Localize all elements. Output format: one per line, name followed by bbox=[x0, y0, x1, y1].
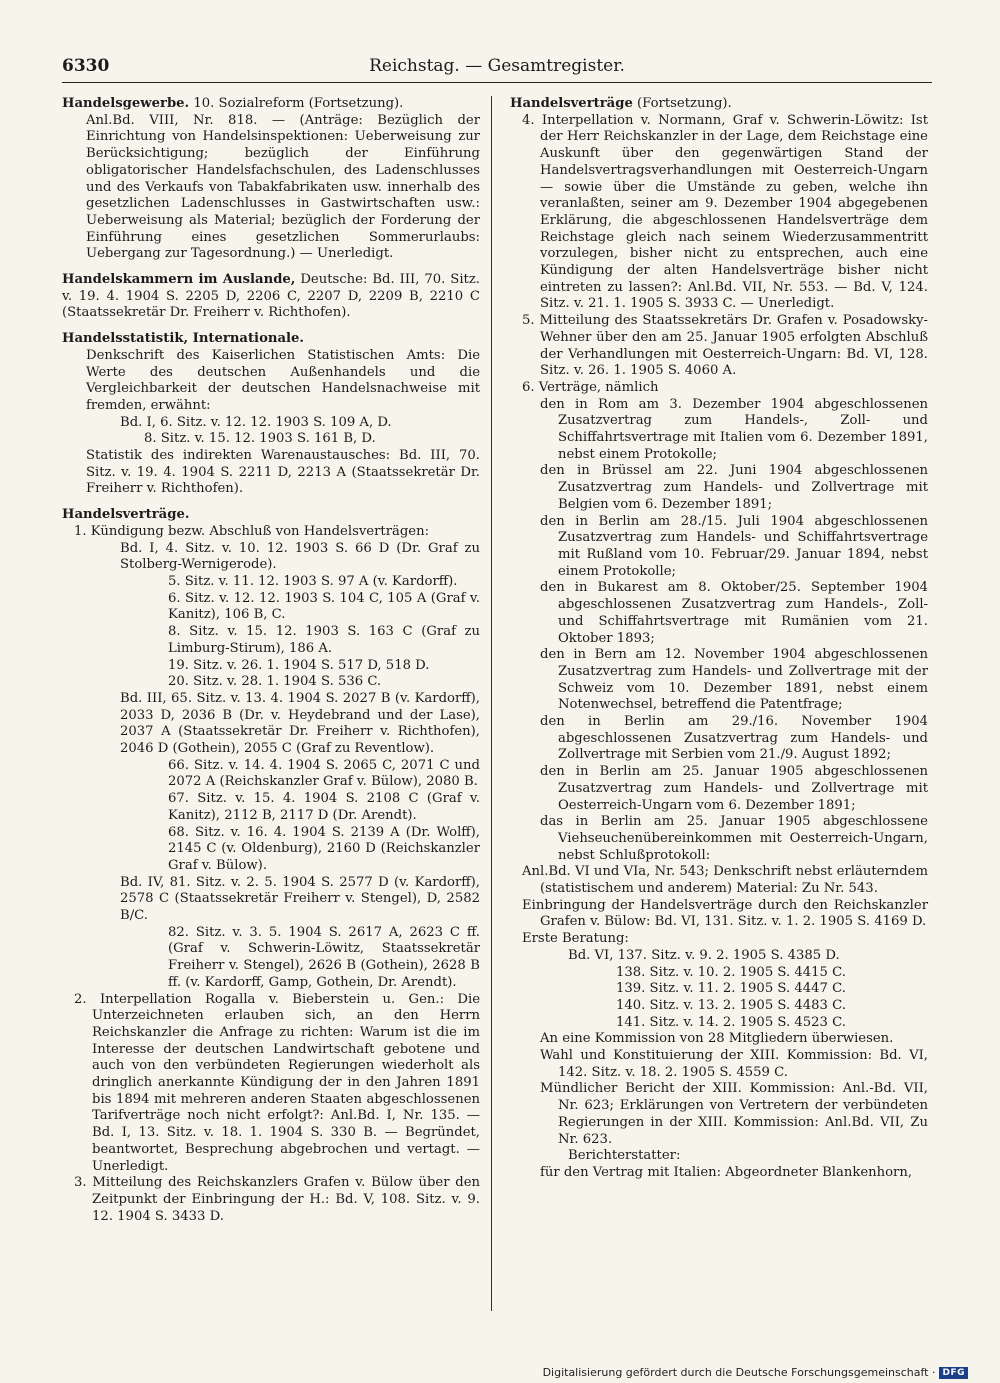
list-item: 4. Interpellation v. Normann, Graf v. Schwerin-Löwitz: Ist der Herr Reichskanzler in der Lage, dem Reichstage eine Auskunft über den gegenwärtigen Stand der Handelsvertragsverhandlungen mit Oesterreich-Ungarn — sowie über die Umstände zu geben, welche ihn veranlaßten, seiner am 9. Dezember 1904 abgegebenen Erklärung, die abgeschlossenen Handelsverträge dem Reichstage gleich nach seinem Wiederzusammentritt vorzulegen, bisher nicht zu entsprechen, auch eine Kündigung der alten Handelsverträge bisher nicht eintreten zu lassen?: Anl.Bd. VII, Nr. 553. — Bd. V, 124. Sitz. v. 21. 1. 1905 S. 3933 C. — Unerledigt. bbox=[522, 112, 928, 312]
entry-reference: Wahl und Konstituierung der XIII. Kommission: Bd. VI, 142. Sitz. v. 18. 2. 1905 S. 4559 C. bbox=[540, 1048, 928, 1080]
list-item: 3. Mitteilung des Reichskanzlers Grafen v. Bülow über den Zeitpunkt der Einbringung der H.: Bd. V, 108. Sitz. v. 9. 12. 1904 S. 3433 D. bbox=[74, 1175, 480, 1224]
entry-reference: Bd. I, 6. Sitz. v. 12. 12. 1903 S. 109 A, D. bbox=[120, 414, 392, 430]
entry-reference: 20. Sitz. v. 28. 1. 1904 S. 536 C. bbox=[168, 674, 382, 690]
entry-text: Denkschrift des Kaiserlichen Statistischen Amts: Die Werte des deutschen Außenhandels und die Vergleichbarkeit der deutschen Handelsnachweise mit fremden, erwähnt: bbox=[86, 347, 480, 413]
entry-heading: Handelsverträge bbox=[510, 96, 633, 111]
right-column bbox=[510, 96, 928, 1191]
treaty-item: den in Bukarest am 8. Oktober/25. September 1904 abgeschlossenen Zusatzvertrag zum Handels-, Zoll- und Schiffahrtsvertrage mit Rumänien vom 21. Oktober 1893; bbox=[540, 580, 928, 646]
entry-heading: Handelsstatistik, Internationale. bbox=[62, 331, 304, 347]
page-header bbox=[62, 54, 932, 83]
left-column bbox=[62, 96, 480, 1234]
list-item: 5. Mitteilung des Staatssekretärs Dr. Grafen v. Posadowsky-Wehner über den am 25. Januar 1905 erfolgten Abschluß der Verhandlungen mit Oesterreich-Ungarn: Bd. VI, 128. Sitz. v. 26. 1. 1905 S. 4060 A. bbox=[522, 313, 928, 379]
treaty-item: den in Berlin am 28./15. Juli 1904 abgeschlossenen Zusatzvertrag zum Handels- und Schiffahrtsvertrage mit Rußland vom 10. Februar/29. Januar 1894, nebst einem Protokolle; bbox=[540, 513, 928, 579]
entry-text: Anl.Bd. VIII, Nr. 818. — (Anträge: Bezüglich der Einrichtung von Handelsinspektionen: Ueberweisung zur Berücksichtigung; bezüglich der Einführung obligatorischer Handelsfachschulen, des Ladenschlusses und des Verkaufs von Tabakfabrikaten usw. innerhalb des gesetzlichen Ladenschlusses in Gastwirtschaften usw.: Ueberweisung als Material; bezüglich der Forderung der Einführung eines gesetzlichen Sommerurlaubs: Uebergang zur Tagesordnung.) — Unerledigt. bbox=[86, 112, 480, 262]
treaty-item: den in Bern am 12. November 1904 abgeschlossenen Zusatzvertrag zum Handels- und Zollvertrage mit der Schweiz vom 10. Dezember 1891, nebst einem Notenwechsel, betreffend die Patentfrage; bbox=[540, 647, 928, 713]
entry-reference: 67. Sitz. v. 15. 4. 1904 S. 2108 C (Graf v. Kanitz), 2112 B, 2117 D (Dr. Arendt). bbox=[168, 791, 480, 823]
entry-reference: 141. Sitz. v. 14. 2. 1905 S. 4523 C. bbox=[616, 1014, 846, 1030]
entry-text: Deutsche: Bd. III, 70. Sitz. v. 19. 4. 1904 S. 2205 D, 2206 C, 2207 D, 2209 B, 2210 C (Staatssekretär Dr. Freiherr v. Richthofen). bbox=[62, 272, 480, 321]
entry-handelsgewerbe bbox=[62, 96, 480, 263]
entry-reference: 5. Sitz. v. 11. 12. 1903 S. 97 A (v. Kardorff). bbox=[168, 573, 458, 589]
entry-handelsvertraege bbox=[62, 507, 480, 1225]
dfg-logo-icon: DFG bbox=[939, 1367, 968, 1379]
entry-subheading: 10. Sozialreform (Fortsetzung). bbox=[189, 96, 404, 111]
digitization-credit bbox=[543, 1366, 968, 1379]
entry-reference: 66. Sitz. v. 14. 4. 1904 S. 2065 C, 2071 C und 2072 A (Reichskanzler Graf v. Bülow), 2080 B. bbox=[168, 757, 480, 790]
entry-reference: 139. Sitz. v. 11. 2. 1905 S. 4447 C. bbox=[616, 981, 846, 997]
entry-reference: Erste Beratung: bbox=[522, 931, 629, 947]
entry-reference: Bd. I, 4. Sitz. v. 10. 12. 1903 S. 66 D (Dr. Graf zu Stolberg-Wernigerode). bbox=[120, 540, 480, 573]
entry-handelsvertraege-cont bbox=[510, 96, 928, 1182]
entry-reference: 82. Sitz. v. 3. 5. 1904 S. 2617 A, 2623 C ff. (Graf v. Schwerin-Löwitz, Staatssekretär Freiherr v. Stengel), 2626 B (Gothein), 2628 B ff. (v. Kardorff, Gamp, Gothein, Dr. Arendt). bbox=[168, 924, 480, 990]
entry-reference: Mündlicher Bericht der XIII. Kommission: Anl.-Bd. VII, Nr. 623; Erklärungen von Vertretern der verbündeten Regierungen in der XIII. Kommission: Anl.Bd. VII, Zu Nr. 623. bbox=[540, 1081, 928, 1147]
entry-reference: Bd. IV, 81. Sitz. v. 2. 5. 1904 S. 2577 D (v. Kardorff), 2578 C (Staatssekretär Freiherr v. Stengel), D, 2582 B/C. bbox=[120, 874, 480, 924]
treaty-item: den in Rom am 3. Dezember 1904 abgeschlossenen Zusatzvertrag zum Handels-, Zoll- und Schiffahrtsvertrage mit Italien vom 6. Dezember 1891, nebst einem Protokolle; bbox=[540, 396, 928, 462]
entry-handelskammern bbox=[62, 272, 480, 322]
entry-reference: 19. Sitz. v. 26. 1. 1904 S. 517 D, 518 D. bbox=[168, 657, 430, 673]
entry-subheading: (Fortsetzung). bbox=[632, 96, 732, 111]
entry-heading: Handelsgewerbe. bbox=[62, 96, 190, 111]
entry-reference: 8. Sitz. v. 15. 12. 1903 S. 161 B, D. bbox=[144, 431, 376, 447]
running-title: Reichstag. — Gesamtregister. bbox=[369, 56, 625, 76]
entry-reference: An eine Kommission von 28 Mitgliedern überwiesen. bbox=[540, 1031, 894, 1047]
entry-heading: Handelskammern im Auslande, bbox=[62, 272, 296, 288]
entry-reference: 138. Sitz. v. 10. 2. 1905 S. 4415 C. bbox=[616, 964, 846, 980]
treaty-item: den in Berlin am 29./16. November 1904 abgeschlossenen Zusatzvertrag zum Handels- und Zollvertrage mit Serbien vom 21./9. August 1892; bbox=[540, 714, 928, 763]
entry-text: Statistik des indirekten Warenaustausches: Bd. III, 70. Sitz. v. 19. 4. 1904 S. 2211 D, 2213 A (Staatssekretär Dr. Freiherr v. Richthofen). bbox=[86, 448, 480, 497]
entry-reference: 6. Sitz. v. 12. 12. 1903 S. 104 C, 105 A (Graf v. Kanitz), 106 B, C. bbox=[168, 590, 480, 623]
entry-reference: 140. Sitz. v. 13. 2. 1905 S. 4483 C. bbox=[616, 997, 846, 1013]
treaty-item: den in Brüssel am 22. Juni 1904 abgeschlossenen Zusatzvertrag zum Handels- und Zollvertrage mit Belgien vom 6. Dezember 1891; bbox=[540, 463, 928, 512]
entry-heading: Handelsverträge. bbox=[62, 507, 190, 523]
entry-reference: Berichterstatter: bbox=[568, 1148, 681, 1164]
page-number: 6330 bbox=[62, 56, 110, 76]
entry-reference: 8. Sitz. v. 15. 12. 1903 S. 163 C (Graf zu Limburg-Stirum), 186 A. bbox=[168, 624, 480, 656]
list-item: 1. Kündigung bezw. Abschluß von Handelsverträgen: bbox=[74, 523, 430, 539]
credit-text: Digitalisierung gefördert durch die Deutsche Forschungsgemeinschaft · bbox=[542, 1366, 936, 1379]
entry-reference: Einbringung der Handelsverträge durch den Reichskanzler Grafen v. Bülow: Bd. VI, 131. Sitz. v. 1. 2. 1905 S. 4169 D. bbox=[522, 897, 928, 930]
entry-handelsstatistik bbox=[62, 331, 480, 498]
entry-reference: für den Vertrag mit Italien: Abgeordneter Blankenhorn, bbox=[540, 1165, 913, 1180]
entry-reference: Anl.Bd. VI und VIa, Nr. 543; Denkschrift nebst erläuterndem (statistischem und anderem) Material: Zu Nr. 543. bbox=[522, 864, 928, 897]
column-divider bbox=[491, 96, 492, 1311]
treaty-item: den in Berlin am 25. Januar 1905 abgeschlossenen Zusatzvertrag zum Handels- und Zollvertrage mit Oesterreich-Ungarn vom 6. Dezember 1891; bbox=[540, 764, 928, 813]
entry-reference: Bd. III, 65. Sitz. v. 13. 4. 1904 S. 2027 B (v. Kardorff), 2033 D, 2036 B (Dr. v. Heydebrand und der Lase), 2037 A (Staatssekretär Dr. Freiherr v. Richthofen), 2046 D (Gothein), 2055 C (Graf zu Reventlow). bbox=[120, 690, 480, 757]
treaty-item: das in Berlin am 25. Januar 1905 abgeschlossene Viehseuchenübereinkommen mit Oesterreich-Ungarn, nebst Schlußprotokoll: bbox=[540, 814, 928, 863]
list-item: 2. Interpellation Rogalla v. Bieberstein u. Gen.: Die Unterzeichneten erlauben sich, an den Herrn Reichskanzler die Anfrage zu richten: Warum ist die im Interesse der deutschen Landwirtschaft gebotene und auch von den verbündeten Regierungen wiederholt als dringlich anerkannte Kündigung der in den Jahren 1891 bis 1894 mit mehreren anderen Staaten abgeschlossenen Tarifverträge noch nicht erfolgt?: Anl.Bd. I, Nr. 135. — Bd. I, 13. Sitz. v. 18. 1. 1904 S. 330 B. — Begründet, beantwortet, Besprechung abgebrochen und vertagt. — Unerledigt. bbox=[74, 991, 480, 1174]
entry-reference: 68. Sitz. v. 16. 4. 1904 S. 2139 A (Dr. Wolff), 2145 C (v. Oldenburg), 2160 D (Reichskanzler Graf v. Bülow). bbox=[168, 824, 480, 873]
list-item: 6. Verträge, nämlich bbox=[522, 379, 659, 395]
entry-reference: Bd. VI, 137. Sitz. v. 9. 2. 1905 S. 4385 D. bbox=[568, 947, 840, 963]
